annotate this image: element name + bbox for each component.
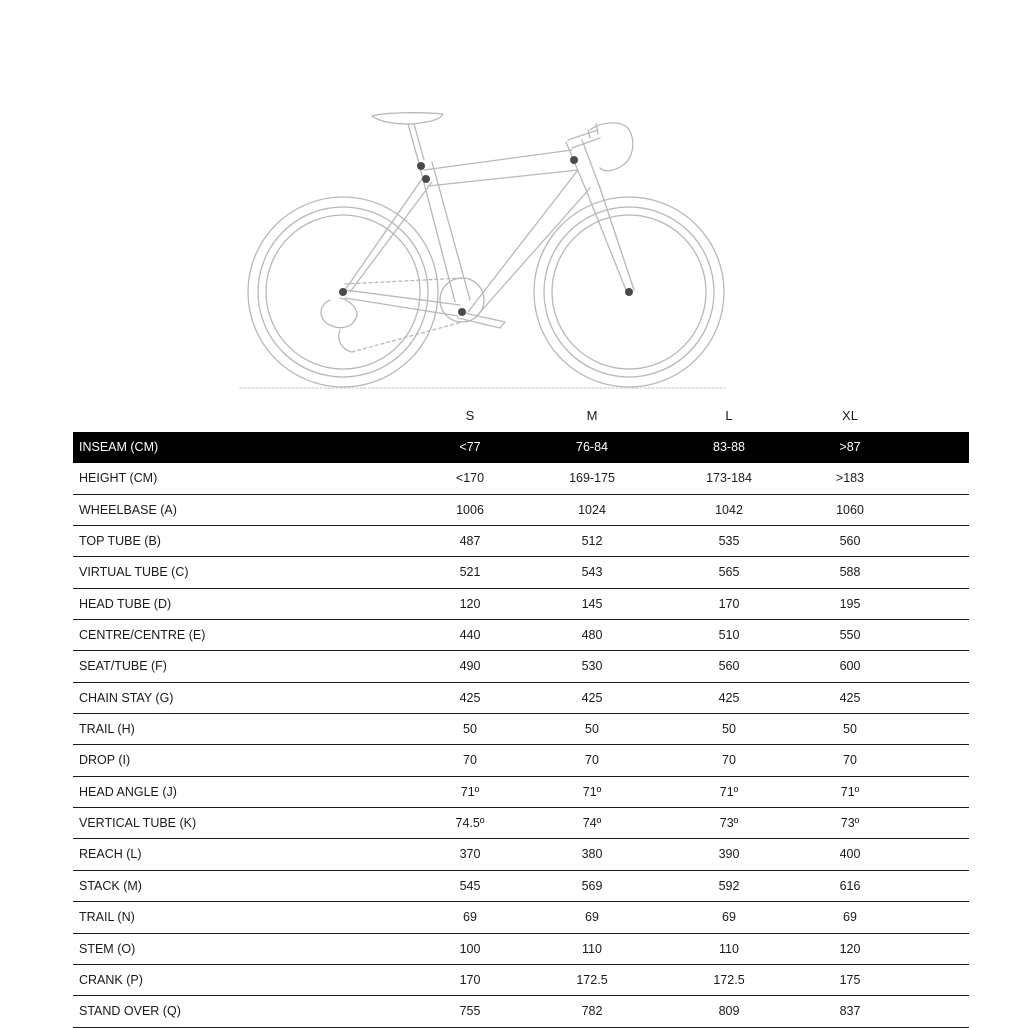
row-label: TRAIL (H)	[79, 722, 135, 737]
value-cell-l: 510	[718, 628, 740, 643]
value-cell-m: 76-84	[576, 440, 608, 454]
table-row	[73, 495, 969, 526]
value-cell-l: 73º	[719, 816, 739, 831]
value-cell-xl: 588	[839, 565, 861, 580]
row-label: VIRTUAL TUBE (C)	[79, 565, 189, 580]
value-cell-m: 145	[581, 596, 603, 611]
size-label-l: L	[725, 408, 733, 423]
value-cell-m: 543	[581, 565, 603, 580]
size-label-s: S	[465, 408, 475, 423]
value-cell-xl: 69	[843, 910, 857, 925]
size-label-xl: XL	[842, 408, 858, 423]
value-cell-xl: 71º	[840, 784, 860, 799]
value-cell-l: 425	[718, 690, 740, 705]
table-row	[73, 871, 969, 902]
value-cell-l: 390	[718, 847, 740, 862]
value-cell-m: 380	[581, 847, 603, 862]
value-cell-m: 50	[585, 722, 599, 737]
row-label: HEIGHT (CM)	[79, 471, 158, 486]
value-cell-m: 172.5	[576, 972, 608, 987]
value-cell-s: 170	[459, 972, 481, 987]
size-label-m: M	[586, 408, 598, 423]
value-cell-xl: 1060	[836, 502, 864, 517]
value-cell-m: 480	[581, 628, 603, 643]
value-cell-xl: 600	[839, 659, 861, 674]
value-cell-s: 69	[463, 910, 477, 925]
value-cell-xl: 70	[843, 753, 857, 768]
row-label: HEAD TUBE (D)	[79, 596, 172, 611]
value-cell-l: 71º	[719, 784, 739, 799]
value-cell-l: 560	[718, 659, 740, 674]
value-cell-s: 370	[459, 847, 481, 862]
value-cell-xl: 837	[839, 1004, 861, 1019]
value-cell-s: 50	[463, 722, 477, 737]
value-cell-l: 69	[722, 910, 736, 925]
table-row	[73, 808, 969, 839]
table-header-row	[73, 432, 969, 463]
table-row	[73, 902, 969, 933]
value-cell-l: 110	[719, 941, 739, 956]
value-cell-s: 490	[459, 659, 481, 674]
value-cell-s: 100	[459, 941, 481, 956]
table-row	[73, 714, 969, 745]
value-cell-l: 173-184	[706, 471, 752, 486]
row-label: DROP (I)	[79, 753, 131, 768]
row-label: SEAT/TUBE (F)	[79, 659, 167, 674]
value-cell-l: 535	[718, 534, 740, 549]
value-cell-l: 170	[718, 596, 740, 611]
table-row	[73, 589, 969, 620]
value-cell-l: 1042	[715, 502, 743, 517]
value-cell-s: 71º	[460, 784, 480, 799]
row-label: TOP TUBE (B)	[79, 534, 161, 549]
size-header-row	[0, 404, 1024, 428]
table-row	[73, 463, 969, 494]
value-cell-m: 169-175	[569, 471, 615, 486]
value-cell-xl: 175	[839, 972, 861, 987]
value-cell-l: 50	[722, 722, 736, 737]
value-cell-s: 70	[463, 753, 477, 768]
row-label: TRAIL (N)	[79, 910, 135, 925]
value-cell-m: 1024	[578, 502, 606, 517]
value-cell-xl: >183	[835, 471, 865, 486]
value-cell-xl: 560	[839, 534, 861, 549]
value-cell-xl: 50	[843, 722, 857, 737]
value-cell-m: 69	[585, 910, 599, 925]
value-cell-s: <170	[455, 471, 485, 486]
value-cell-s: <77	[459, 440, 481, 454]
value-cell-s: 521	[459, 565, 481, 580]
value-cell-xl: 120	[839, 941, 861, 956]
table-row	[73, 651, 969, 682]
row-label: CENTRE/CENTRE (E)	[79, 628, 206, 643]
value-cell-l: 809	[718, 1004, 740, 1019]
value-cell-s: 425	[459, 690, 481, 705]
table-row	[73, 683, 969, 714]
value-cell-m: 512	[581, 534, 603, 549]
value-cell-m: 74º	[582, 816, 602, 831]
value-cell-l: 592	[718, 878, 740, 893]
row-label: INSEAM (CM)	[79, 440, 159, 454]
table-row	[73, 965, 969, 996]
value-cell-l: 172.5	[713, 972, 745, 987]
row-label: STEM (O)	[79, 941, 136, 956]
row-label: WHEELBASE (A)	[79, 502, 177, 517]
value-cell-l: 70	[722, 753, 736, 768]
value-cell-xl: 400	[839, 847, 861, 862]
value-cell-l: 83-88	[713, 440, 745, 454]
value-cell-s: 487	[459, 534, 481, 549]
row-label: CHAIN STAY (G)	[79, 690, 174, 705]
row-label: HEAD ANGLE (J)	[79, 784, 177, 799]
table-row	[73, 745, 969, 776]
value-cell-l: 565	[718, 565, 740, 580]
value-cell-m: 71º	[582, 784, 602, 799]
row-label: REACH (L)	[79, 847, 142, 862]
value-cell-s: 545	[459, 878, 481, 893]
value-cell-s: 120	[459, 596, 481, 611]
table-row	[73, 620, 969, 651]
value-cell-m: 70	[585, 753, 599, 768]
value-cell-xl: 425	[839, 690, 861, 705]
table-row	[73, 526, 969, 557]
bike-geometry-drawing	[0, 0, 1024, 400]
row-label: STACK (M)	[79, 878, 142, 893]
row-label: STAND OVER (Q)	[79, 1004, 181, 1019]
table-row	[73, 934, 969, 965]
row-label: VERTICAL TUBE (K)	[79, 816, 197, 831]
table-row	[73, 557, 969, 588]
table-row	[73, 839, 969, 870]
value-cell-s: 755	[459, 1004, 481, 1019]
value-cell-xl: 550	[839, 628, 861, 643]
value-cell-s: 440	[459, 628, 481, 643]
value-cell-m: 110	[582, 941, 602, 956]
value-cell-m: 530	[581, 659, 603, 674]
table-row	[73, 777, 969, 808]
value-cell-s: 1006	[456, 502, 484, 517]
value-cell-xl: >87	[839, 440, 861, 454]
value-cell-s: 74.5º	[455, 816, 485, 831]
value-cell-xl: 195	[839, 596, 861, 611]
row-label: CRANK (P)	[79, 972, 143, 987]
value-cell-xl: 616	[839, 878, 861, 893]
value-cell-m: 425	[581, 690, 603, 705]
value-cell-m: 782	[581, 1004, 603, 1019]
geometry-table	[73, 432, 969, 1028]
value-cell-m: 569	[581, 878, 603, 893]
value-cell-xl: 73º	[840, 816, 860, 831]
